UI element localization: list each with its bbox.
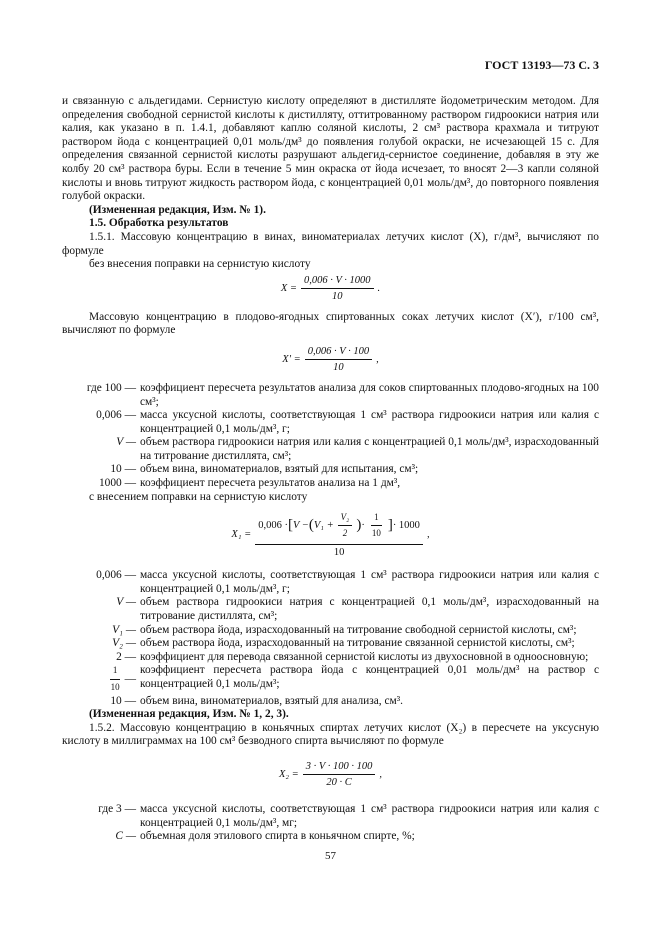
formula-x-num: 0,006 · V · 1000 — [301, 274, 374, 290]
paragraph-juice: Массовую концентрацию в плодово-ягодных спиртованных соках летучих кислот (X′), г/100 см³, вычисляют по формуле — [62, 310, 599, 337]
definitions-2 — [62, 569, 599, 708]
formula-x-den: 10 — [331, 291, 343, 303]
formula-xp-fraction — [305, 345, 372, 375]
doc-header: ГОСТ 13193—73 С. 3 — [484, 58, 599, 72]
def-item — [62, 463, 599, 477]
def-tenth-frac — [108, 664, 123, 694]
def-symbol: 0,006 — — [96, 409, 136, 422]
def-symbol: 1000 — — [98, 477, 136, 490]
def-text: объем раствора йода, израсходованный на титрование свободной сернистой кислоты, см³; — [140, 623, 577, 636]
formula-x1 — [62, 504, 599, 566]
def-symbol: где 100 — — [86, 381, 136, 394]
formula-x1-fraction — [255, 511, 423, 560]
paragraph-with-correction: с внесением поправки на сернистую кислоту — [89, 490, 308, 503]
formula-xp-lhs: X′ = — [282, 354, 301, 366]
formula-x1-den: 10 — [333, 547, 345, 559]
def-symbol: C — — [115, 830, 136, 843]
formula-xp-tail: , — [376, 354, 379, 366]
formula-x2-lhs: X₂ = — [278, 769, 299, 781]
bracket-open: [ — [287, 517, 293, 534]
def-item — [62, 409, 599, 436]
def-item — [62, 569, 599, 596]
def-symbol: где 3 — — [98, 802, 136, 815]
def-text: объем вина, виноматериалов, взятый для анализа, см³. — [140, 694, 404, 707]
formula-x2-tail: , — [379, 769, 382, 781]
paragraph-without-correction: без внесения поправки на сернистую кислоту — [89, 258, 311, 271]
mult-dot: · — [361, 520, 365, 532]
def-symbol — [62, 664, 140, 694]
def-symbol: V₁ — — [112, 623, 136, 636]
def-item — [62, 382, 599, 409]
formula-x1-tenth — [369, 511, 384, 541]
def-symbol: 10 — — [110, 463, 136, 476]
formula-x-lhs: X = — [280, 282, 297, 294]
def-text: коэффициент пересчета результатов анализа на 1 дм³, — [140, 477, 401, 490]
def-symbol: V — — [116, 436, 136, 449]
revision-note: (Измененная редакция, Изм. № 1). — [89, 203, 266, 216]
formula-x1-v2: V₂ — [338, 511, 353, 527]
paragraph-152: 1.5.2. Массовую концентрацию в коньячных спиртах летучих кислот (X₂) в пересчете на уксусную кислоту в миллиграммах на 100 см³ безводного спирта вычисляют по формуле — [62, 721, 599, 748]
formula-x1-tail: , — [426, 529, 430, 541]
formula-xp-num: 0,006 · V · 100 — [305, 345, 372, 361]
def-item — [62, 695, 599, 709]
def-symbol: V — — [116, 596, 136, 609]
def-item — [62, 624, 599, 638]
def-item — [62, 664, 599, 694]
formula-x1-factor: · 1000 — [392, 520, 420, 532]
formula-x-fraction — [301, 274, 374, 304]
formula-x2-fraction — [303, 760, 376, 790]
formula-x2-num: 3 · V · 100 · 100 — [303, 760, 376, 776]
def-symbol: V₂ — — [112, 637, 136, 650]
formula-x1-coef: 0,006 · — [258, 520, 288, 532]
def-text: коэффициент пересчета раствора йода с концентрацией 0,01 моль/дм³ на раствор с концентрацией 0,1 моль/дм³; — [140, 664, 599, 690]
bracket-close: ] — [387, 517, 393, 534]
def-text: масса уксусной кислоты, соответствующая 1 см³ раствора гидроокиси натрия или калия с концентрацией 0,1 моль/дм³, г; — [140, 409, 599, 435]
formula-x1-v1: V₁ + — [313, 520, 334, 532]
def-tenth-num: 1 — [110, 664, 121, 680]
doc-content — [62, 95, 599, 844]
def-item — [62, 436, 599, 463]
page-number: 57 — [325, 850, 336, 862]
def-item — [62, 803, 599, 830]
def-dash: — — [124, 672, 136, 685]
revision-note-2: (Измененная редакция, Изм. № 1, 2, 3). — [89, 708, 289, 721]
paren-open: ( — [308, 517, 314, 534]
def-symbol: 0,006 — — [96, 569, 136, 582]
paragraph-151: 1.5.1. Массовую концентрацию в винах, виноматериалах летучих кислот (X), г/дм³, вычисляют по формуле — [62, 230, 599, 257]
formula-x1-ten: 10 — [371, 528, 381, 539]
def-symbol: 10 — — [110, 694, 136, 707]
formula-x-prime — [62, 340, 599, 380]
formula-x1-one: 1 — [371, 511, 382, 527]
def-item — [62, 830, 599, 844]
def-text: коэффициент для перевода связанной сернистой кислоты из двухосновной в одноосновную; — [140, 650, 589, 663]
def-text: коэффициент пересчета результатов анализа для соков спиртованных плодово-ягодных на 100 см³; — [140, 381, 599, 408]
formula-x — [62, 272, 599, 306]
def-item — [62, 651, 599, 665]
def-item — [62, 477, 599, 491]
def-text: масса уксусной кислоты, соответствующая 1 см³ раствора гидроокиси натрия или калия с концентрацией 0,1 моль/дм³, г; — [140, 569, 599, 595]
formula-x1-lhs: X₁ = — [231, 529, 252, 541]
formula-x1-v: V − — [292, 520, 309, 532]
def-tenth-den: 10 — [110, 682, 120, 692]
def-text: масса уксусной кислоты, соответствующая 1 см³ раствора гидроокиси натрия или калия с концентрацией 0,1 моль/дм³, мг; — [140, 802, 599, 829]
paragraph-sulfur: и связанную с альдегидами. Сернистую кислоту определяют в дистилляте йодометрическим методом. Для определения свободной сернистой кислоты к дистилляту, оттитрованному раствором гидроокиси натрия или калия, как указано в п. 1.4.1, добавляют каплю соляной кислоты, 2 см³ раствора крахмала и титруют раствором йода с концентрацией 0,01 моль/дм³ до появления голубой окраски, не исчезающей 15 с. Для определения связанной сернистой кислоты разрушают альдегид-сернистое соединение, добавляя в эту же колбу 20 см³ раствора буры. Если в течение 5 мин окраска от йода исчезает, то вносят 2—3 капли соляной кислоты и вновь титруют жидкость раствором йода, с концентрацией 0,01 моль/дм³, до повторного появления голубой окраски. — [62, 95, 599, 203]
def-text: объем раствора гидроокиси натрия или калия с концентрацией 0,1 моль/дм³, израсходованный на титрование дистиллята, см³; — [140, 436, 599, 462]
definitions-3 — [62, 803, 599, 844]
formula-x2-den: 20 · C — [326, 777, 352, 789]
def-symbol: 2 — — [116, 650, 136, 663]
formula-x1-num — [255, 511, 423, 545]
def-text: объем вина, виноматериалов, взятый для испытания, см³; — [140, 463, 419, 476]
formula-xp-den: 10 — [333, 362, 344, 374]
paren-close: ) — [356, 517, 362, 534]
def-text: объем раствора йода, израсходованный на титрование связанной сернистой кислоты, см³; — [140, 637, 575, 650]
definitions-1 — [62, 382, 599, 491]
def-text: объем раствора гидроокиси натрия с концентрацией 0,1 моль/дм³, израсходованный на титрование дистиллята, см³; — [140, 596, 599, 623]
formula-x-tail: . — [377, 282, 381, 294]
def-item — [62, 637, 599, 651]
formula-x2 — [62, 749, 599, 801]
def-item — [62, 596, 599, 623]
section-title: 1.5. Обработка результатов — [89, 217, 229, 230]
formula-x1-two: 2 — [342, 528, 348, 539]
formula-x1-v2-frac — [338, 511, 353, 541]
def-text: объемная доля этилового спирта в коньячном спирте, %; — [140, 830, 415, 843]
